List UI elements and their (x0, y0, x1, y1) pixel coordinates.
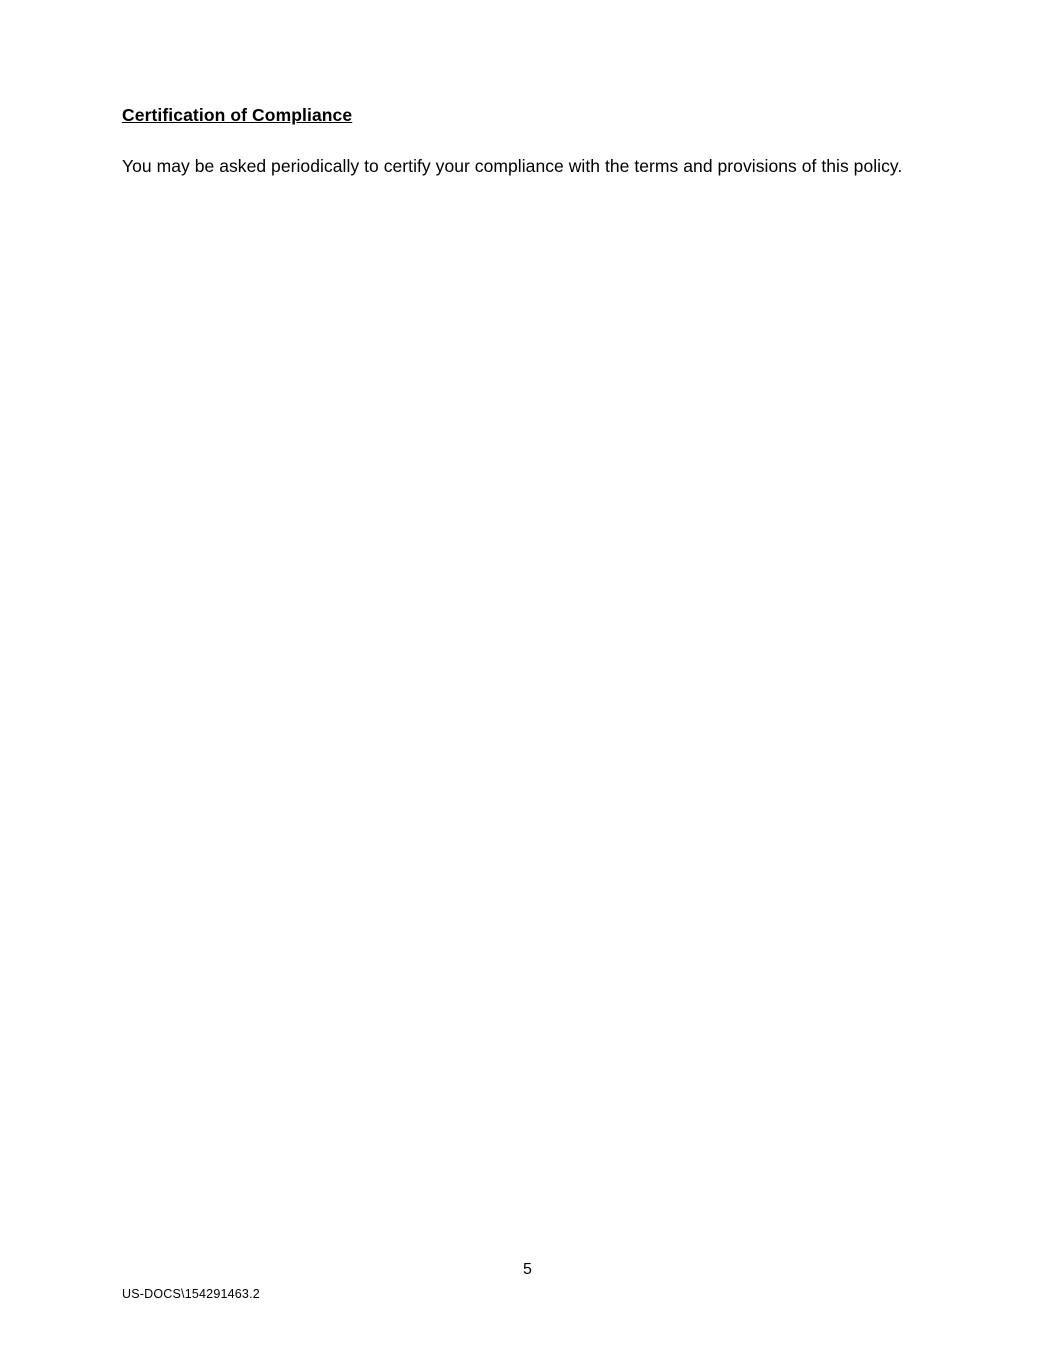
body-paragraph: You may be asked periodically to certify your compliance with the terms and provisions of this policy. (122, 155, 903, 176)
page-number: 5 (523, 1261, 532, 1278)
page-content (122, 104, 934, 179)
section-heading: Certification of Compliance (122, 105, 353, 125)
document-footer-id: US-DOCS\154291463.2 (122, 1287, 260, 1301)
